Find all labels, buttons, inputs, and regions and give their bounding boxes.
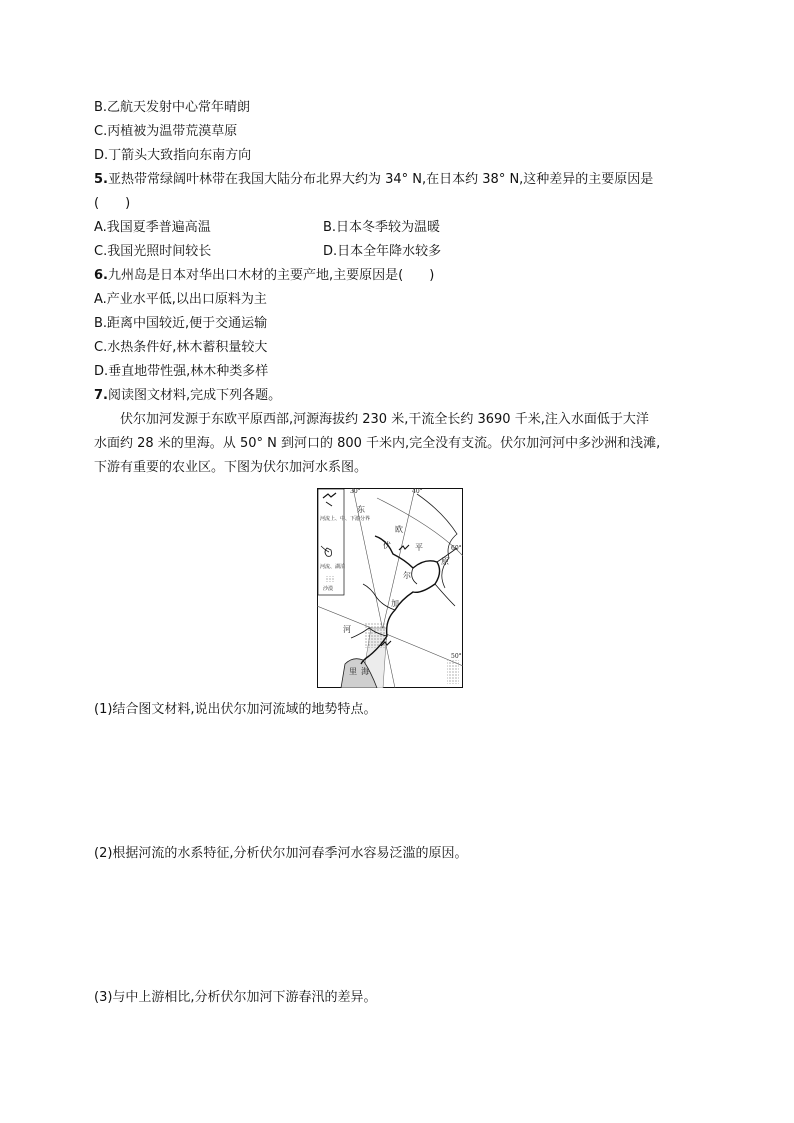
q7-sub3: (3)与中上游相比,分析伏尔加河下游春汛的差异。: [94, 990, 377, 1005]
q6-option-c: C.水热条件好,林木蓄积量较大: [94, 340, 268, 355]
place-char-yuan: 原: [441, 557, 449, 566]
q4-option-c: C.丙植被为温带荒漠草原: [94, 124, 238, 139]
desert-area-2: [447, 660, 459, 684]
q5-option-a: A.我国夏季普遍高温: [94, 220, 211, 235]
volga-river-map: [317, 488, 463, 688]
place-char-hai: 海: [361, 667, 369, 676]
q4-option-d: D.丁箭头大致指向东南方向: [94, 148, 252, 163]
q7-material-line1: 伏尔加河发源于东欧平原西部,河源海拔约 230 米,干流全长约 3690 千米,注入水面低于大洋: [120, 412, 649, 427]
q5-option-c: C.我国光照时间较长: [94, 244, 212, 259]
q5-stem: [94, 171, 653, 189]
lat-label-50: 50°: [451, 653, 462, 660]
q5-paren: ( ): [94, 196, 131, 211]
q7-number: 7.: [94, 388, 108, 403]
q5-option-b: B.日本冬季较为温暖: [323, 220, 441, 235]
place-char-ou: 欧: [395, 525, 403, 534]
q6-option-d: D.垂直地带性强,林木种类多样: [94, 364, 269, 379]
legend-river-lake-label: 河流、湖泊: [320, 564, 346, 570]
q6-option-b: B.距离中国较近,便于交通运输: [94, 316, 268, 331]
lat-label-60: 60°: [451, 545, 462, 552]
q7-stem-text: 阅读图文材料,完成下列各题。: [107, 388, 282, 403]
q6-stem-text: 九州岛是日本对华出口木材的主要产地,主要原因是( ): [107, 268, 435, 283]
place-char-li: 里: [349, 667, 357, 676]
place-char-ping: 平: [415, 543, 423, 552]
place-char-jia: 加: [391, 599, 399, 608]
q7-stem: [94, 387, 281, 405]
legend-boundary-label: 河流上、中、下游分界: [320, 516, 371, 522]
q5-number: 5.: [94, 172, 108, 187]
lon-label-40: 40°: [412, 488, 423, 495]
place-char-dong: 东: [357, 505, 365, 514]
legend-desert-symbol: [325, 576, 335, 582]
lon-label-30: 30°: [350, 488, 361, 495]
place-char-fu: 伏: [383, 541, 391, 550]
q6-option-a: A.产业水平低,以出口原料为主: [94, 292, 267, 307]
place-char-he: 河: [343, 625, 351, 634]
q6-number: 6.: [94, 268, 108, 283]
q4-option-b: B.乙航天发射中心常年晴朗: [94, 100, 251, 115]
q7-material-line3: 下游有重要的农业区。下图为伏尔加河水系图。: [94, 460, 368, 475]
legend-desert-label: 沙漠: [323, 586, 334, 592]
q5-option-d: D.日本全年降水较多: [323, 244, 442, 259]
q7-sub1: (1)结合图文材料,说出伏尔加河流域的地势特点。: [94, 702, 377, 717]
q7-material-line2: 水面约 28 米的里海。从 50° N 到河口的 800 千米内,完全没有支流。伏尔加河河中多沙洲和浅滩,: [94, 436, 661, 451]
q5-stem-text: 亚热带常绿阔叶林带在我国大陆分布北界大约为 34° N,在日本约 38° N,这种差异的主要原因是: [107, 172, 654, 187]
q7-sub2: (2)根据河流的水系特征,分析伏尔加河春季河水容易泛滥的原因。: [94, 846, 468, 861]
place-char-er: 尔: [403, 571, 411, 580]
q6-stem: [94, 267, 434, 285]
